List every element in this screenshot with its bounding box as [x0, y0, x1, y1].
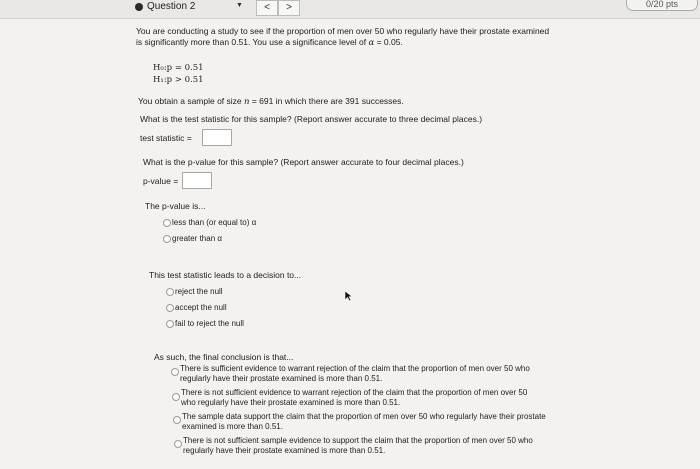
n-symbol: n — [244, 97, 250, 107]
option-conclusion-4-line2: regularly have their prostate examined is more than 0.51. — [183, 446, 386, 455]
sample-info — [138, 96, 404, 108]
previous-question-button[interactable]: < — [256, 0, 278, 16]
option-reject-null[interactable]: reject the null — [175, 287, 223, 296]
option-conclusion-1[interactable] — [180, 364, 530, 384]
option-conclusion-1-line1: There is sufficient evidence to warrant rejection of the claim that the proportion of men over 50 who — [180, 364, 530, 373]
p-value-question: What is the p-value for this sample? (Report answer accurate to four decimal places.) — [143, 157, 464, 167]
radio-conclusion-4[interactable] — [174, 440, 182, 448]
option-conclusion-2-line1: There is not sufficient evidence to warrant rejection of the claim that the proportion of men over 50 — [181, 388, 528, 397]
option-conclusion-3-line1: The sample data support the claim that the proportion of men over 50 who regularly have their prostate — [182, 412, 546, 421]
radio-greater-than-alpha[interactable] — [163, 235, 171, 243]
points-badge: 0/20 pts — [626, 0, 698, 11]
radio-conclusion-2[interactable] — [172, 393, 180, 401]
option-fail-to-reject-null[interactable]: fail to reject the null — [175, 319, 244, 328]
prompt-line-1: You are conducting a study to see if the proportion of men over 50 who regularly have their prostate examined — [136, 26, 550, 36]
radio-conclusion-1[interactable] — [171, 368, 179, 376]
radio-fail-to-reject-null[interactable] — [166, 320, 174, 328]
option-conclusion-4-line1: There is not sufficient sample evidence to support the claim that the proportion of men over 50 who — [183, 436, 533, 445]
option-conclusion-2-line2: who regularly have their prostate examined is more than 0.51. — [181, 398, 401, 407]
prompt-line-2-text: is significantly more than 0.51. You use a significance level of — [136, 37, 369, 47]
radio-accept-null[interactable] — [166, 304, 174, 312]
null-hypothesis: H₀:p = 0.51 — [153, 63, 204, 73]
test-statistic-input[interactable] — [202, 129, 232, 146]
conclusion-question: As such, the final conclusion is that... — [154, 352, 294, 362]
p-value-label: p-value = — [143, 176, 179, 186]
mouse-cursor-icon — [344, 290, 353, 302]
alternative-hypothesis: H₁:p > 0.51 — [153, 75, 204, 85]
test-statistic-label: test statistic = — [140, 133, 192, 143]
radio-reject-null[interactable] — [166, 288, 174, 296]
option-conclusion-1-line2: regularly have their prostate examined is more than 0.51. — [180, 374, 383, 383]
test-statistic-question: What is the test statistic for this sample? (Report answer accurate to three decimal places.) — [140, 114, 483, 124]
question-status-dot-icon — [135, 3, 143, 11]
option-conclusion-3[interactable] — [182, 412, 546, 432]
option-conclusion-2[interactable] — [181, 388, 527, 408]
radio-conclusion-3[interactable] — [173, 416, 181, 424]
option-accept-null[interactable]: accept the null — [175, 303, 227, 312]
option-conclusion-4[interactable] — [183, 436, 533, 456]
radio-less-than-alpha[interactable] — [163, 219, 171, 227]
p-value-input[interactable] — [182, 172, 212, 189]
option-conclusion-3-line2: examined is more than 0.51. — [182, 422, 283, 431]
sample-info-values: = 691 in which there are 391 successes. — [249, 96, 404, 106]
question-selector-label[interactable]: Question 2 — [147, 1, 196, 12]
next-question-button[interactable]: > — [278, 0, 300, 16]
chevron-down-icon[interactable]: ▼ — [236, 2, 243, 9]
prompt-line-2 — [136, 37, 403, 49]
question-header-bar — [0, 0, 700, 19]
option-greater-than-alpha[interactable]: greater than α — [172, 234, 222, 243]
alpha-value: = 0.05. — [374, 37, 403, 47]
option-less-than-alpha[interactable]: less than (or equal to) α — [172, 218, 257, 227]
decision-question: This test statistic leads to a decision to... — [149, 270, 302, 280]
sample-info-text: You obtain a sample of size — [138, 96, 245, 106]
alpha-symbol: α — [368, 38, 375, 48]
p-value-compare-question: The p-value is... — [145, 201, 206, 211]
